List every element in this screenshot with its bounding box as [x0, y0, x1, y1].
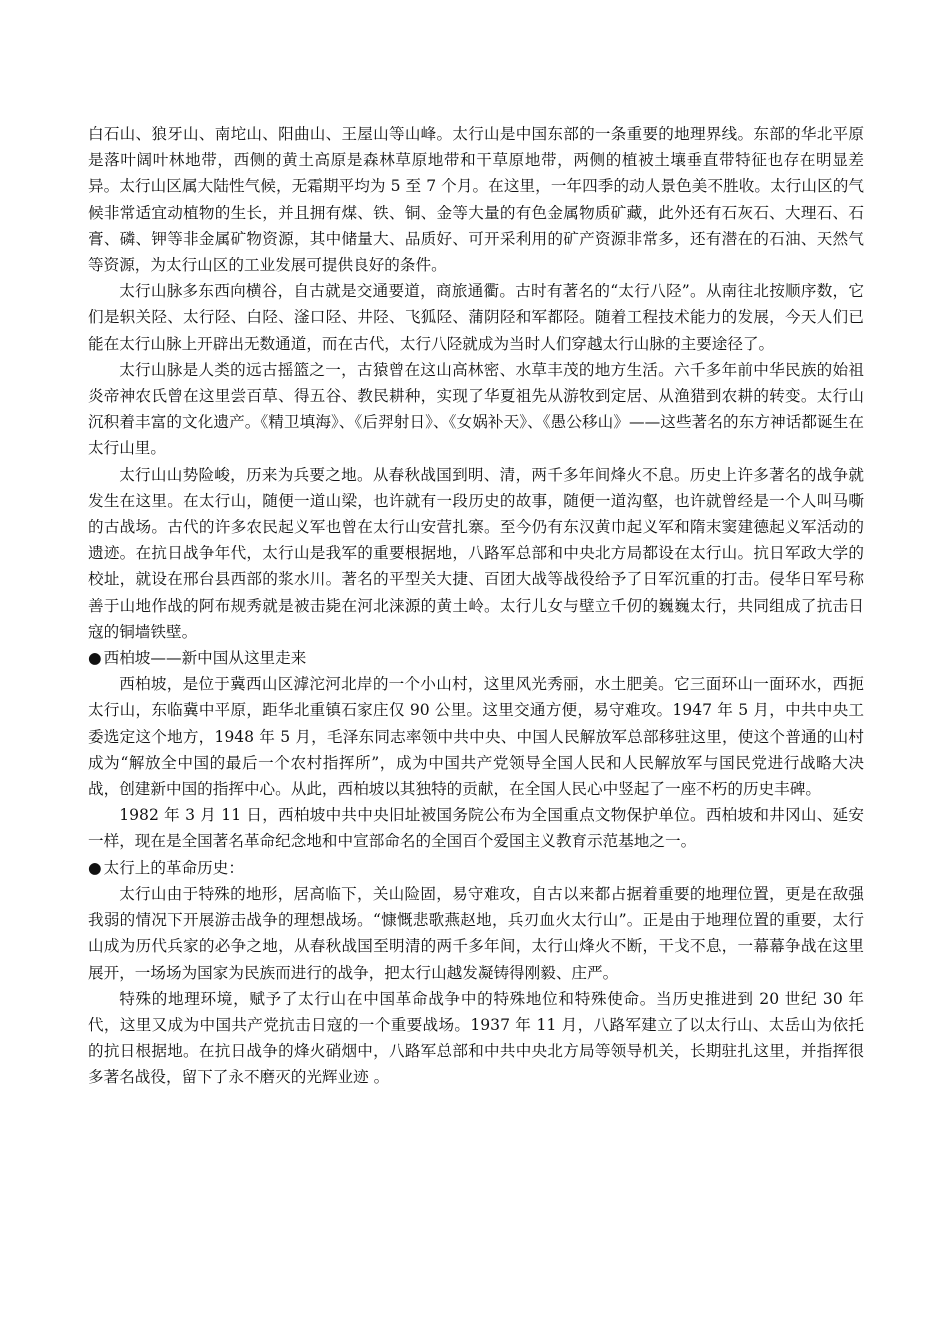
- document-body: [88, 121, 864, 1091]
- paragraph-taihang-passes: 太行山脉多东西向横谷，自古就是交通要道，商旅通衢。古时有著名的“太行八陉”。从南往北按顺序数，它们是轵关陉、太行陉、白陉、滏口陉、井陉、飞狐陉、蒲阴陉和军都陉。随着工程技术能力的发展，今天人们已能在太行山脉上开辟出无数通道，而在古代，太行八陉就成为当时人们穿越太行山脉的主要途径了。: [88, 282, 864, 353]
- bullet-icon: ●: [88, 649, 102, 668]
- paragraph-taihang-revolution-role: 特殊的地理环境，赋予了太行山在中国革命战争中的特殊地位和特殊使命。当历史推进到 20 世纪 30 年代，这里又成为中国共产党抗击日寇的一个重要战场。1937 年 11 月，八路军建立了以太行山、太岳山为依托的抗日根据地。在抗日战争的烽火硝烟中，八路军总部和中共中央北方局等领导机关，长期驻扎这里，并指挥很多著名战役，留下了永不磨灭的光辉业迹 。: [88, 989, 864, 1087]
- paragraph-xibaipo-intro: 西柏坡，是位于冀西山区滹沱河北岸的一个小山村，这里风光秀丽，水土肥美。它三面环山一面环水，西扼太行山，东临冀中平原，距华北重镇石家庄仅 90 公里。这里交通方便，易守难攻。1947 年 5 月，中共中央工委选定这个地方，1948 年 5 月，毛泽东同志率领中共中央、中国人民解放军总部移驻这里，使这个普通的山村成为“解放全中国的最后一个农村指挥所”，成为中国共产党领导全国人民和人民解放军与国民党进行战略大决战，创建新中国的指挥中心。从此，西柏坡以其独特的贡献，在全国人民心中竖起了一座不朽的历史丰碑。: [88, 675, 864, 799]
- section-heading-text: 西柏坡——新中国从这里走来: [103, 649, 307, 668]
- bullet-icon: ●: [88, 858, 102, 877]
- paragraph-taihang-strategic-position: 太行山由于特殊的地形，居高临下，关山险固，易守难攻，自古以来都占据着重要的地理位置，更是在敌强我弱的情况下开展游击战争的理想战场。“慷慨悲歌燕赵地，兵刃血火太行山”。正是由于地理位置的重要，太行山成为历代兵家的必争之地，从春秋战国至明清的两千多年间，太行山烽火不断，干戈不息，一幕幕争战在这里展开，一场场为国家为民族而进行的战争，把太行山越发凝铸得刚毅、庄严。: [88, 884, 864, 982]
- paragraph-taihang-military-history: 太行山山势险峻，历来为兵要之地。从春秋战国到明、清，两千多年间烽火不息。历史上许多著名的战争就发生在这里。在太行山，随便一道山梁，也许就有一段历史的故事，随便一道沟壑，也许就曾经是一个人叫马嘶的古战场。古代的许多农民起义军也曾在太行山安营扎寨。至今仍有东汉黄巾起义军和隋末窦建德起义军活动的遗迹。在抗日战争年代，太行山是我军的重要根据地，八路军总部和中央北方局都设在太行山。抗日军政大学的校址，就设在邢台县西部的浆水川。著名的平型关大捷、百团大战等战役给予了日军沉重的打击。侵华日军号称善于山地作战的阿布规秀就是被击毙在河北涞源的黄土岭。太行儿女与壁立千仞的巍巍太行，共同组成了抗击日寇的铜墙铁壁。: [88, 465, 864, 641]
- section-heading-text: 太行上的革命历史：: [103, 858, 244, 877]
- section-heading-xibaipo: [88, 645, 864, 671]
- paragraph-taihang-ancient-culture: 太行山脉是人类的远古摇篮之一，古猿曾在这山高林密、水草丰茂的地方生活。六千多年前中华民族的始祖炎帝神农氏曾在这里尝百草、得五谷、教民耕种，实现了华夏祖先从游牧到定居、从渔猎到农耕的转变。太行山沉积着丰富的文化遗产。《精卫填海》、《后羿射日》、《女娲补天》、《愚公移山》——这些著名的东方神话都诞生在太行山里。: [88, 360, 864, 458]
- section-heading-revolution-history: [88, 855, 864, 881]
- paragraph-taihang-geography: 白石山、狼牙山、南坨山、阳曲山、王屋山等山峰。太行山是中国东部的一条重要的地理界线。东部的华北平原是落叶阔叶林地带，西侧的黄土高原是森林草原地带和干草原地带，两侧的植被土壤垂直带特征也存在明显差异。太行山区属大陆性气候，无霜期平均为 5 至 7 个月。在这里，一年四季的动人景色美不胜收。太行山区的气候非常适宜动植物的生长，并且拥有煤、铁、铜、金等大量的有色金属物质矿藏，此外还有石灰石、大理石、石膏、磷、钾等非金属矿物资源，其中储量大、品质好、可开采利用的矿产资源非常多，还有潜在的石油、天然气等资源，为太行山区的工业发展可提供良好的条件。: [88, 125, 864, 275]
- paragraph-xibaipo-heritage: 1982 年 3 月 11 日，西柏坡中共中央旧址被国务院公布为全国重点文物保护单位。西柏坡和井冈山、延安一样，现在是全国著名革命纪念地和中宣部命名的全国百个爱国主义教育示范基地之一。: [88, 806, 864, 851]
